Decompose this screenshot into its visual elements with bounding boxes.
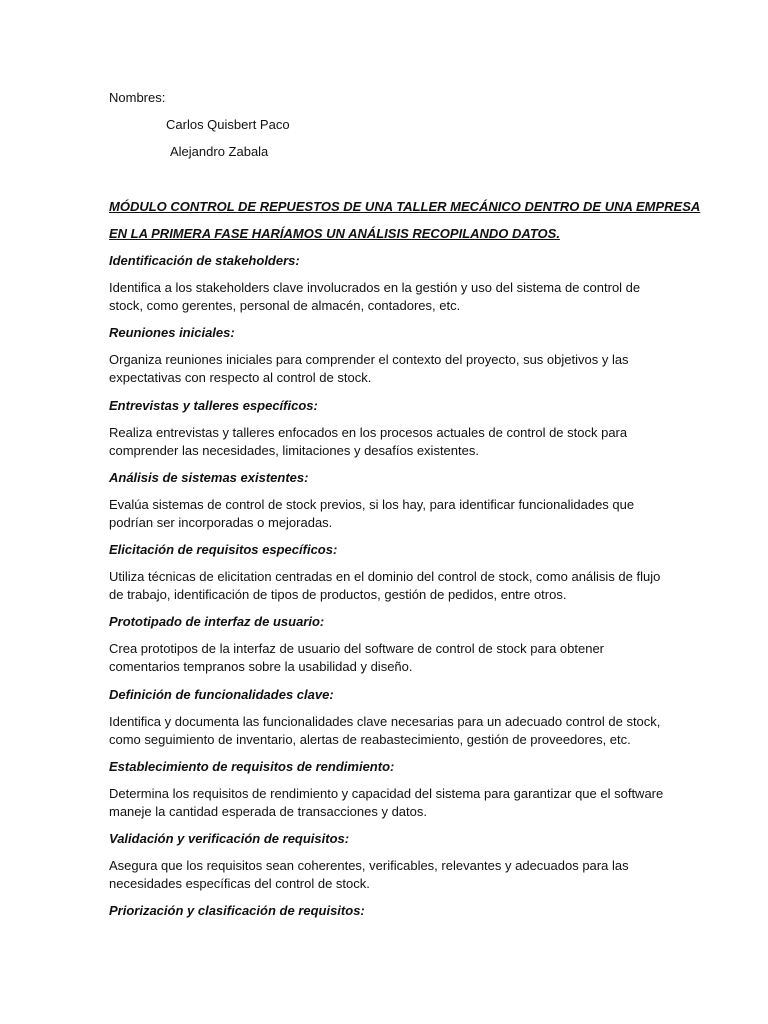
section-heading: Reuniones iniciales: [109, 325, 235, 340]
section-body: Evalúa sistemas de control de stock previos, si los hay, para identificar funcionalidades que podrían ser incorporadas o mejoradas. [109, 497, 635, 530]
document-title: MÓDULO CONTROL DE REPUESTOS DE UNA TALLER MECÁNICO DENTRO DE UNA EMPRESA [109, 199, 701, 214]
section-body: Organiza reuniones iniciales para comprender el contexto del proyecto, sus objetivos y las expectativas con respecto al control de stock. [109, 352, 629, 385]
section-heading: Prototipado de interfaz de usuario: [109, 614, 325, 629]
section-heading: Validación y verificación de requisitos: [109, 831, 350, 846]
section-heading: Definición de funcionalidades clave: [109, 687, 334, 702]
document-subtitle: EN LA PRIMERA FASE HARÍAMOS UN ANÁLISIS RECOPILANDO DATOS. [109, 226, 560, 241]
section-body: Identifica a los stakeholders clave involucrados en la gestión y uso del sistema de control de stock, como gerentes, personal de almacén, contadores, etc. [109, 280, 641, 313]
section-body: Determina los requisitos de rendimiento y capacidad del sistema para garantizar que el software maneje la cantidad esperada de transacciones y datos. [109, 786, 664, 819]
names-label: Nombres: [109, 90, 166, 105]
section-heading: Priorización y clasificación de requisitos: [109, 903, 365, 918]
section-heading: Establecimiento de requisitos de rendimiento: [109, 759, 395, 774]
author-name: Carlos Quisbert Paco [166, 117, 290, 132]
section-body: Realiza entrevistas y talleres enfocados en los procesos actuales de control de stock para comprender las necesidades, limitaciones y desafíos existentes. [109, 425, 628, 458]
section-heading: Análisis de sistemas existentes: [109, 470, 309, 485]
author-name: Alejandro Zabala [170, 144, 269, 159]
section-heading: Entrevistas y talleres específicos: [109, 398, 318, 413]
section-body: Utiliza técnicas de elicitation centradas en el dominio del control de stock, como análisis de flujo de trabajo, identificación de tipos de productos, gestión de pedidos, entre otros. [109, 569, 661, 602]
section-heading: Elicitación de requisitos específicos: [109, 542, 338, 557]
section-body: Crea prototipos de la interfaz de usuario del software de control de stock para obtener comentarios tempranos sobre la usabilidad y diseño. [109, 641, 605, 674]
section-body: Identifica y documenta las funcionalidades clave necesarias para un adecuado control de stock, como seguimiento de inventario, alertas de reabastecimiento, gestión de proveedores, etc. [109, 714, 661, 747]
section-body: Asegura que los requisitos sean coherentes, verificables, relevantes y adecuados para las necesidades específicas del control de stock. [109, 858, 629, 891]
section-heading: Identificación de stakeholders: [109, 253, 300, 268]
